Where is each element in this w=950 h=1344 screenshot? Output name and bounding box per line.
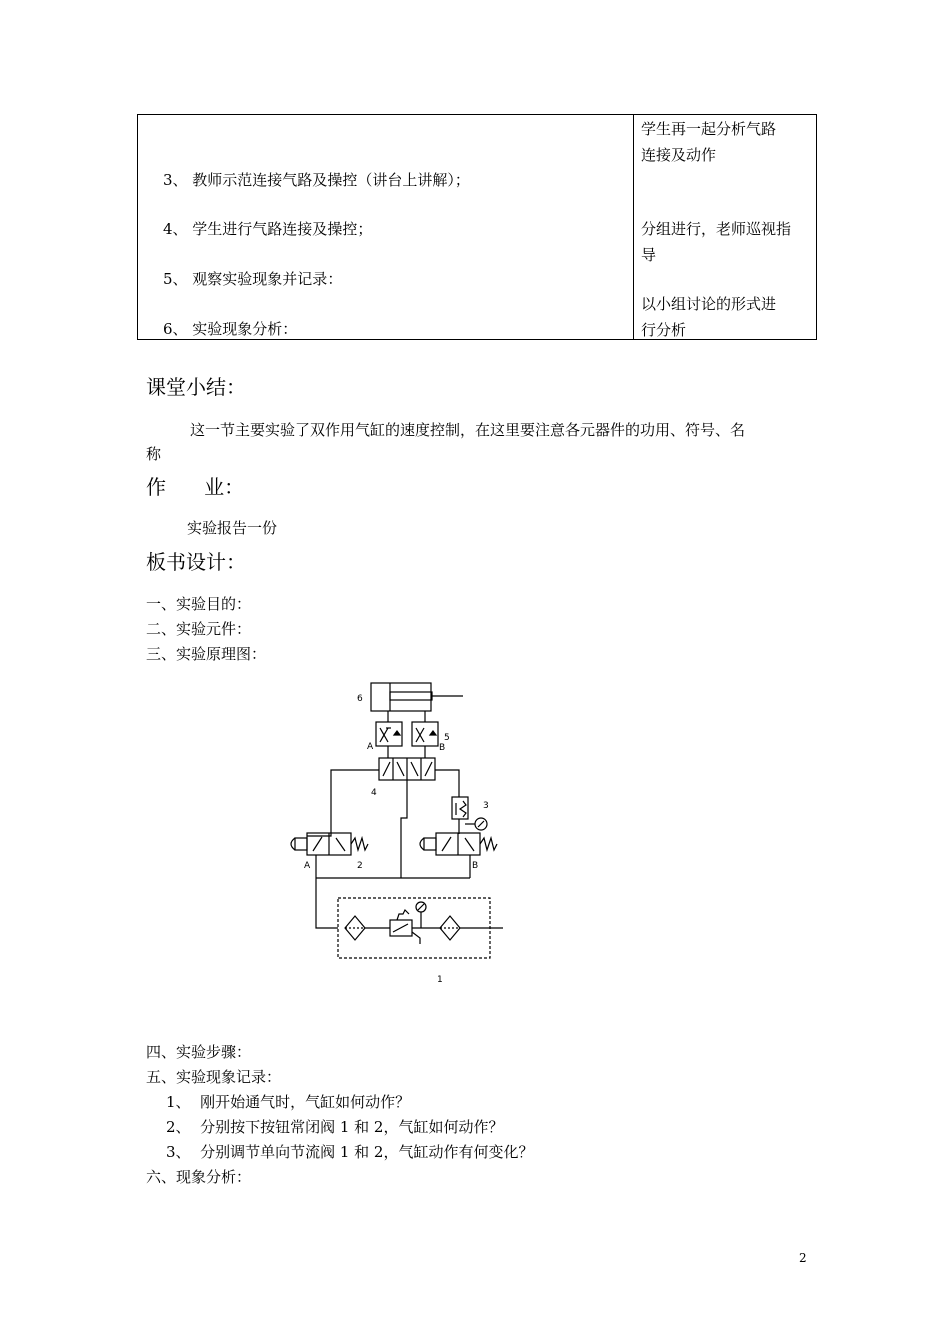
table-note-3b: 行分析 — [641, 321, 687, 339]
diagram-label-2: 2 — [357, 861, 363, 871]
steps-item-4: 四、实验步骤： — [146, 1043, 252, 1061]
diagram-label-6: 6 — [357, 694, 363, 704]
table-item-6: 6、 实验现象分析： — [163, 320, 298, 338]
double-acting-cylinder-symbol — [371, 683, 463, 722]
board-heading: 板书设计： — [146, 550, 246, 574]
directional-valve-4-symbol — [379, 758, 435, 786]
summary-heading: 课堂小结： — [146, 375, 246, 399]
steps-item-6: 六、现象分析： — [146, 1168, 252, 1186]
board-item-1: 一、实验目的： — [146, 595, 252, 613]
table-note-1b: 连接及动作 — [641, 146, 717, 164]
steps-item-5: 五、实验现象记录： — [146, 1068, 282, 1086]
table-note-3a: 以小组讨论的形式进 — [641, 295, 777, 313]
diagram-label-5: 5 — [444, 733, 450, 743]
air-service-unit-1-symbol — [338, 898, 503, 958]
pressure-valve-3-symbol — [452, 797, 487, 834]
flow-control-valve-b-symbol — [412, 722, 438, 758]
page-number: 2 — [799, 1251, 807, 1265]
question-3: 3、 分别调节单向节流阀 1 和 2，气缸动作有何变化？ — [166, 1143, 534, 1161]
table-note-2a: 分组进行，老师巡视指 — [641, 220, 792, 238]
homework-heading: 作 业： — [146, 475, 245, 499]
summary-text-line1: 这一节主要实验了双作用气缸的速度控制，在这里要注意各元器件的功用、符号、名 — [190, 421, 746, 439]
question-2: 2、 分别按下按钮常闭阀 1 和 2，气缸如何动作？ — [166, 1118, 504, 1136]
summary-text-line2: 称 — [146, 445, 162, 463]
flow-control-valve-a-symbol — [376, 722, 402, 758]
diagram-label-1: 1 — [437, 975, 443, 985]
diagram-label-a-top: A — [367, 742, 374, 752]
diagram-label-a-left: A — [304, 861, 311, 871]
table-item-5: 5、 观察实验现象并记录： — [163, 270, 343, 288]
question-1: 1、 刚开始通气时，气缸如何动作？ — [166, 1093, 411, 1111]
push-button-valve-right-symbol — [420, 833, 497, 878]
pneumatic-circuit-diagram — [270, 670, 530, 995]
table-note-2b: 导 — [641, 246, 657, 264]
table-note-1a: 学生再一起分析气路 — [641, 120, 777, 138]
diagram-label-3: 3 — [483, 801, 489, 811]
diagram-label-b-right: B — [472, 861, 479, 871]
table-divider — [633, 115, 634, 339]
table-item-4: 4、 学生进行气路连接及操控； — [163, 220, 373, 238]
diagram-label-4: 4 — [371, 788, 377, 798]
table-item-3: 3、 教师示范连接气路及操控（讲台上讲解）； — [163, 171, 470, 189]
board-item-3: 三、实验原理图： — [146, 645, 267, 663]
diagram-label-b-top: B — [439, 743, 446, 753]
push-button-valve-2-symbol — [291, 833, 368, 878]
board-item-2: 二、实验元件： — [146, 620, 252, 638]
homework-text: 实验报告一份 — [187, 519, 278, 537]
